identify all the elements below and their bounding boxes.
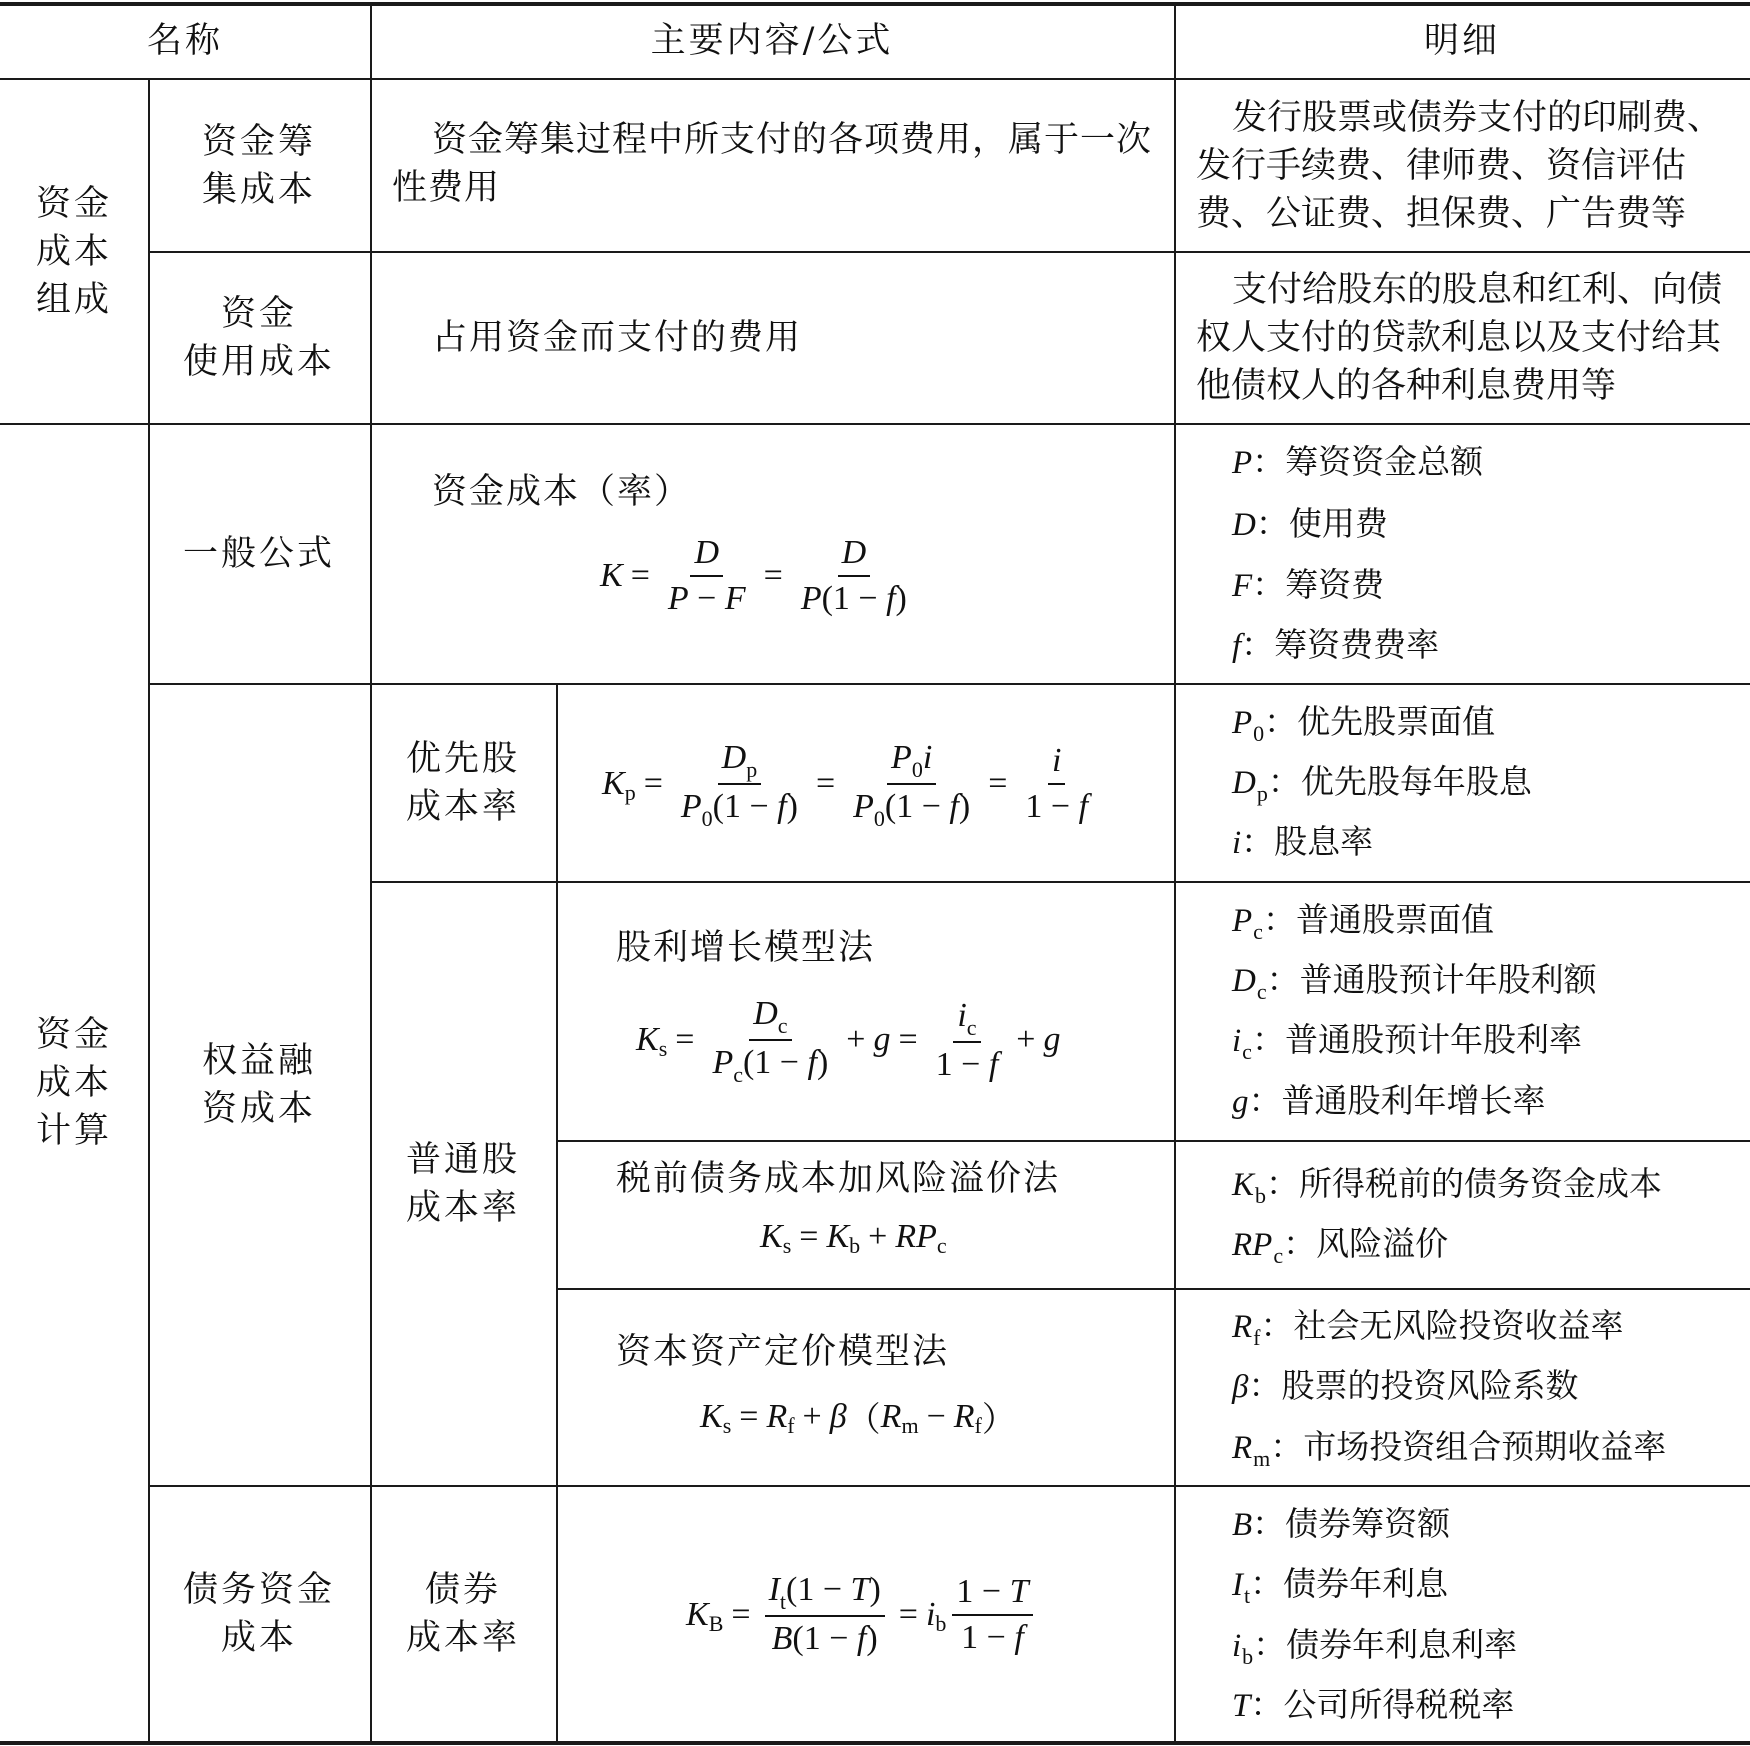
header-detail: 明细 — [1423, 21, 1500, 61]
debt-cost-name: 债务资金 成本 — [182, 1570, 335, 1658]
raising-cost-name: 资金筹 集成本 — [201, 121, 316, 210]
bond-cost-name: 债券 成本率 — [405, 1570, 520, 1658]
group-composition: 资金 成本 组成 — [35, 183, 112, 320]
bond-var-B: B：债券筹资额 — [1232, 1504, 1451, 1543]
general-var-P: P：筹资资金总额 — [1232, 442, 1484, 481]
equity-cost-name: 权益融 资成本 — [201, 1041, 316, 1129]
growth-var-Pc: $P_c$：普通股票面值 — [1232, 900, 1494, 944]
group-calculation: 资金 成本 计算 — [35, 1015, 112, 1151]
rule-riskpremium-bottom — [556, 1288, 1750, 1290]
usage-cost-name: 资金 使用成本 — [182, 294, 335, 382]
col-rule-detail — [1174, 2, 1176, 1743]
growth-model-formula: K s = $\frac{D_c}{P_c(1 - f)}$ + g = $\frac{i_c}{1 - f}$ + g — [636, 995, 1061, 1087]
bond-var-ib: $i_b$：债券年利息利率 — [1232, 1625, 1518, 1669]
capm-formula: K s = R f + β （ R m − R f ） — [700, 1397, 1016, 1439]
capm-var-Rf: $R_f$：社会无风险投资收益率 — [1232, 1306, 1624, 1350]
general-formula-intro: 资金成本（率） — [432, 472, 692, 512]
risk-var-Kb: $K_b$：所得税前的债务资金成本 — [1232, 1164, 1663, 1208]
capm-var-beta: β：股票的投资风险系数 — [1232, 1366, 1579, 1405]
growth-model-title: 股利增长模型法 — [616, 928, 876, 968]
table-bottom-rule — [0, 1741, 1750, 1745]
raising-cost-detail: 发行股票或债券支付的印刷费、发行手续费、律师费、资信评估费、公证费、担保费、广告费等 — [1196, 98, 1723, 234]
risk-premium-title: 税前债务成本加风险溢价法 — [616, 1159, 1061, 1199]
bond-var-T: T：公司所得税税率 — [1232, 1685, 1515, 1724]
preferred-var-Dp: $D_p$：优先股每年股息 — [1232, 762, 1532, 806]
usage-cost-detail: 支付给股东的股息和红利、向债权人支付的贷款利息以及支付给其他债权人的各种利息费用等 — [1196, 270, 1723, 406]
capm-title: 资本资产定价模型法 — [616, 1332, 950, 1372]
col-rule-subname — [556, 683, 558, 1743]
raising-cost-content: 资金筹集过程中所支付的各项费用，属于一次性费用 — [392, 120, 1153, 208]
preferred-stock-name: 优先股 成本率 — [405, 739, 520, 827]
general-formula-name: 一般公式 — [182, 534, 335, 574]
general-var-D: D：使用费 — [1232, 504, 1388, 543]
rule-preferred-bottom — [370, 881, 1750, 883]
usage-cost-content: 占用资金而支付的费用 — [432, 318, 803, 358]
risk-var-RPc: $RP_c$：风险溢价 — [1232, 1224, 1449, 1268]
growth-var-Dc: $D_c$：普通股预计年股利额 — [1232, 960, 1597, 1004]
bond-formula: K B = $\frac{I_t(1 - T)}{B(1 - f)}$ = i b $\frac{1 - T}{1 - f}$ — [686, 1570, 1039, 1659]
common-stock-name: 普通股 成本率 — [405, 1140, 520, 1228]
capm-var-Rm: $R_m$：市场投资组合预期收益率 — [1232, 1427, 1667, 1471]
growth-var-ic: $i_c$：普通股预计年股利率 — [1232, 1020, 1582, 1064]
rule-growth-bottom — [556, 1140, 1750, 1142]
rule-raising-bottom — [148, 251, 1750, 253]
header-name: 名称 — [146, 21, 223, 61]
header-content: 主要内容/公式 — [650, 21, 894, 61]
general-var-F: F：筹资费 — [1232, 565, 1385, 604]
growth-var-g: g：普通股利年增长率 — [1232, 1081, 1546, 1120]
bond-var-It: $I_t$：债券年利息 — [1232, 1564, 1449, 1608]
risk-premium-formula: K s = K b + RP c — [760, 1218, 947, 1258]
preferred-var-P0: $P_0$：优先股票面值 — [1232, 702, 1496, 746]
preferred-var-i: i：股息率 — [1232, 822, 1374, 861]
general-var-f: f：筹资费费率 — [1232, 625, 1440, 664]
preferred-stock-formula: K p = $\frac{D_p}{P_0(1 - f)}$ = $\frac{P_0i}{P_0(1 - f)}$ = $\frac{i}{1 - f}$ — [602, 739, 1089, 831]
general-formula: K = $\frac{D}{P - F}$ = $\frac{D}{P(1 - f)}$ — [600, 534, 907, 617]
